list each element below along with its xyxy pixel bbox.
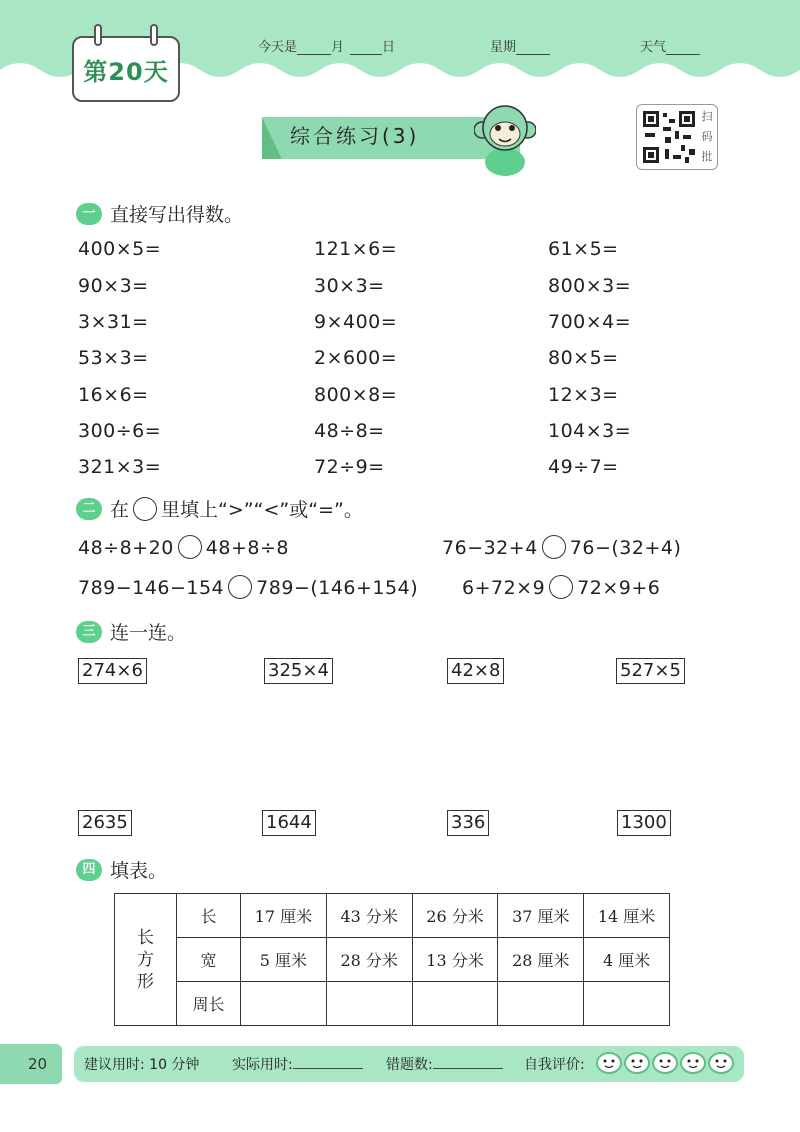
problem: 80×5= [548, 347, 619, 369]
problem: 3×31= [78, 311, 149, 333]
answer-circle[interactable] [542, 535, 566, 559]
fill-table [114, 893, 670, 1026]
match-expression[interactable]: 274×6 [78, 658, 147, 684]
section-number-badge: 二 [76, 498, 102, 520]
table-cell: 17 厘米 [241, 894, 327, 938]
match-expression[interactable]: 325×4 [264, 658, 333, 684]
error-count: 错题数: [386, 1054, 503, 1074]
compare-item: 6+72×9 72×9+6 [462, 577, 661, 599]
compare-item: 48÷8+20 48+8÷8 [78, 537, 289, 559]
row-label: 周长 [177, 982, 241, 1026]
date-field: 今天是 月 日 [258, 40, 396, 55]
section1-heading: 一 直接写出得数。 [76, 200, 243, 227]
table-cell: 43 分米 [326, 894, 412, 938]
match-answer[interactable]: 2635 [78, 810, 132, 836]
row-label: 宽 [177, 938, 241, 982]
qr-code-box[interactable] [636, 104, 718, 170]
smiley-rating-icon[interactable] [624, 1048, 650, 1074]
problem: 400×5= [78, 238, 162, 260]
match-expression[interactable]: 527×5 [616, 658, 685, 684]
shape-label [115, 894, 177, 1026]
problem: 61×5= [548, 238, 619, 260]
answer-cell[interactable] [326, 982, 412, 1026]
smiley-rating-icon[interactable] [708, 1048, 734, 1074]
section-number-badge: 四 [76, 859, 102, 881]
answer-circle[interactable] [228, 575, 252, 599]
shape-label-text: 长 方 形 [137, 927, 154, 992]
weekday-field: 星期 [490, 36, 550, 55]
row-label: 长 [177, 894, 241, 938]
monkey-mascot-icon [474, 100, 536, 178]
problem: 321×3= [78, 456, 162, 478]
compare-item: 789−146−154 789−(146+154) [78, 577, 419, 599]
answer-circle[interactable] [178, 535, 202, 559]
problem: 16×6= [78, 384, 149, 406]
problem: 48÷8= [314, 420, 385, 442]
problem: 300÷6= [78, 420, 162, 442]
problem: 104×3= [548, 420, 632, 442]
table-cell: 5 厘米 [241, 938, 327, 982]
day-badge [72, 36, 180, 102]
problem: 49÷7= [548, 456, 619, 478]
actual-time: 实际用时: [232, 1054, 363, 1074]
table-cell: 13 分米 [412, 938, 498, 982]
problem: 12×3= [548, 384, 619, 406]
match-answer[interactable]: 1644 [262, 810, 316, 836]
problem: 9×400= [314, 311, 398, 333]
section2-heading: 二 在 里填上“>”“<”或“=”。 [76, 495, 363, 522]
page-number: 20 [0, 1044, 62, 1084]
circle-icon [133, 497, 157, 521]
day-label: 第20天 [83, 57, 169, 86]
section3-heading: 三 连一连。 [76, 618, 186, 645]
answer-cell[interactable] [412, 982, 498, 1026]
problem: 800×8= [314, 384, 398, 406]
problem: 700×4= [548, 311, 632, 333]
problem: 90×3= [78, 275, 149, 297]
match-answer[interactable]: 1300 [617, 810, 671, 836]
problem: 121×6= [314, 238, 398, 260]
smiley-rating-icon[interactable] [680, 1048, 706, 1074]
table-cell: 28 厘米 [498, 938, 584, 982]
section4-heading: 四 填表。 [76, 856, 167, 883]
table-cell: 4 厘米 [584, 938, 670, 982]
calendar-ring-icon [150, 24, 158, 46]
problem: 53×3= [78, 347, 149, 369]
qr-code-icon[interactable] [641, 109, 697, 165]
table-cell: 37 厘米 [498, 894, 584, 938]
problem: 30×3= [314, 275, 385, 297]
answer-cell[interactable] [584, 982, 670, 1026]
suggested-time: 建议用时: 10 分钟 [84, 1057, 200, 1073]
answer-cell[interactable] [241, 982, 327, 1026]
smiley-rating-icon[interactable] [596, 1048, 622, 1074]
problem: 2×600= [314, 347, 398, 369]
compare-item: 76−32+4 76−(32+4) [442, 537, 682, 559]
answer-cell[interactable] [498, 982, 584, 1026]
match-expression[interactable]: 42×8 [447, 658, 504, 684]
smiley-rating-icon[interactable] [652, 1048, 678, 1074]
answer-circle[interactable] [549, 575, 573, 599]
table-cell: 14 厘米 [584, 894, 670, 938]
self-eval-label: 自我评价: [524, 1057, 585, 1073]
match-answer[interactable]: 336 [447, 810, 489, 836]
qr-label: 扫 码 批 [701, 110, 713, 163]
page-title: 综合练习(3) [290, 124, 420, 148]
table-cell: 28 分米 [326, 938, 412, 982]
calendar-ring-icon [94, 24, 102, 46]
section-number-badge: 一 [76, 203, 102, 225]
section-number-badge: 三 [76, 621, 102, 643]
table-cell: 26 分米 [412, 894, 498, 938]
problem: 72÷9= [314, 456, 385, 478]
problem: 800×3= [548, 275, 632, 297]
weather-field: 天气 [640, 36, 700, 55]
